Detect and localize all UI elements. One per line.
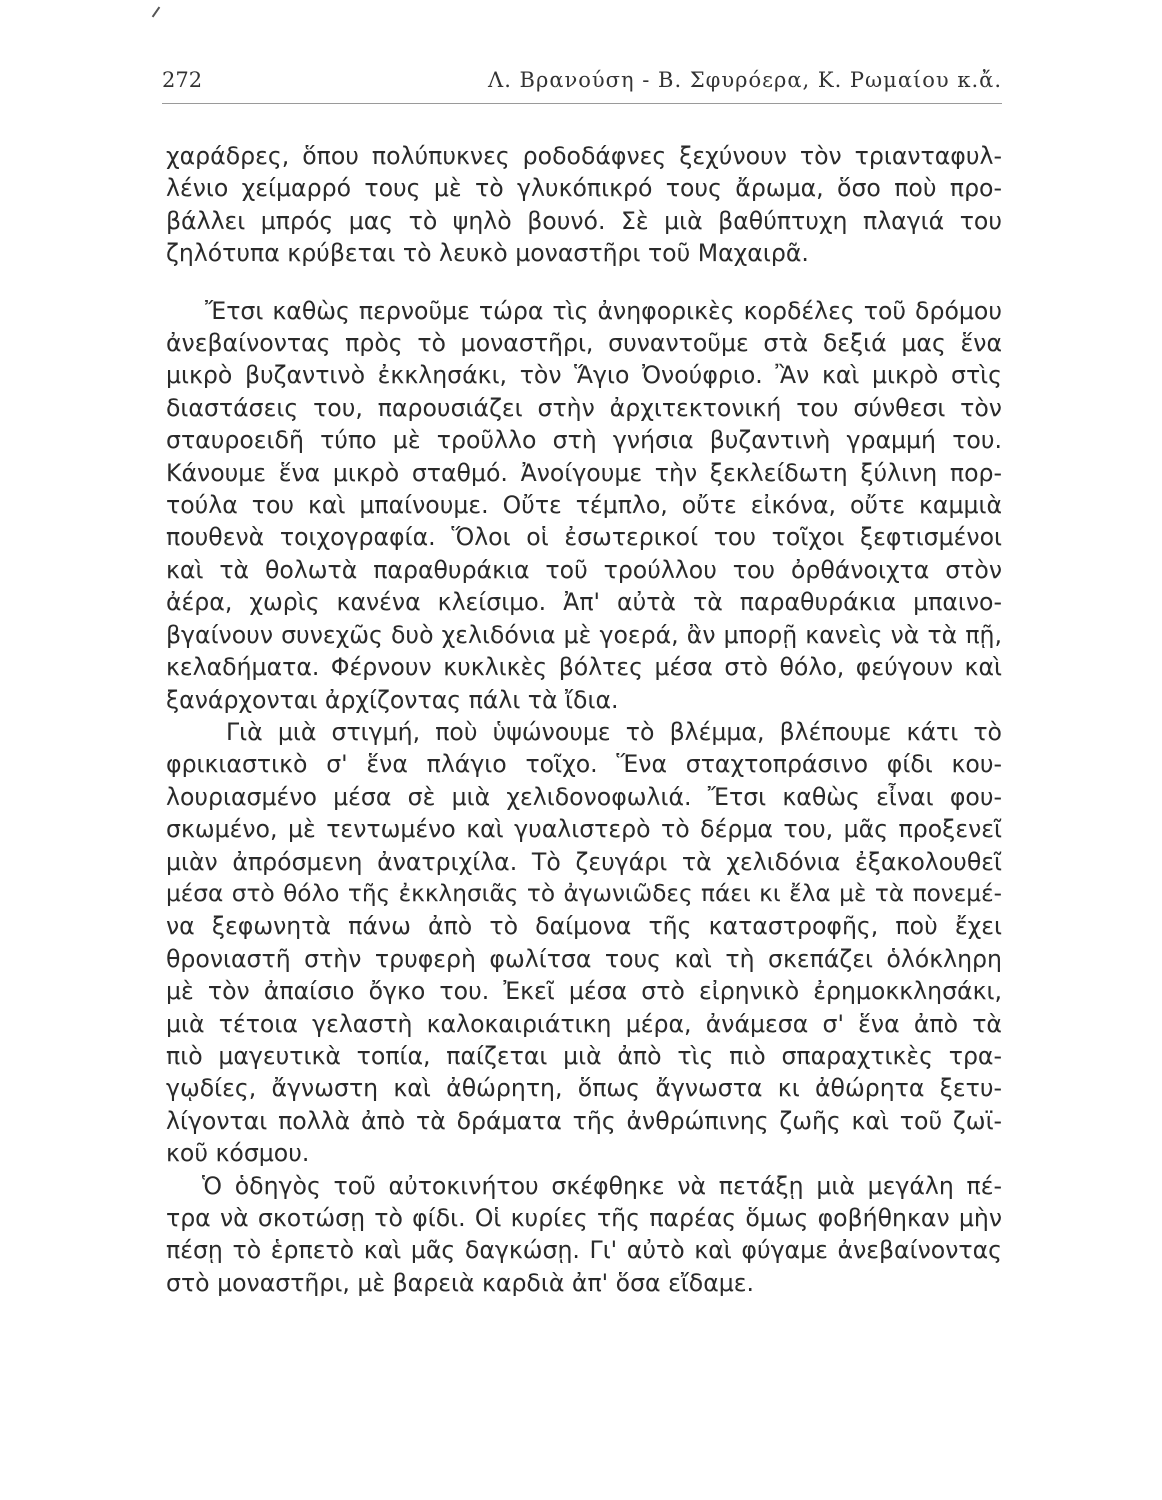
text-line: πουθενὰ τοιχογραφία. Ὅλοι οἱ ἐσωτερικοί του τοῖχοι ξεφτισμένοι (166, 523, 1002, 552)
header-rule (162, 103, 1002, 104)
text-line: τρα νὰ σκοτώσῃ τὸ φίδι. Οἱ κυρίες τῆς παρέας ὅμως φοβήθηκαν μὴν (166, 1204, 1002, 1232)
text-line: τούλα του καὶ μπαίνουμε. Οὔτε τέμπλο, οὔτε εἰκόνα, οὔτε καμμιὰ (166, 491, 1002, 520)
paragraph-gap (166, 270, 1002, 295)
text-line: λίγονται πολλὰ ἀπὸ τὰ δράματα τῆς ἀνθρώπινης ζωῆς καὶ τοῦ ζωϊ- (166, 1106, 1002, 1135)
text-line: ἀνεβαίνοντας πρὸς τὸ μοναστῆρι, συναντοῦμε στὰ δεξιά μας ἕνα (166, 329, 1002, 358)
text-line: σταυροειδῆ τύπο μὲ τροῦλλο στὴ γνήσια βυζαντινὴ γραμμή του. (166, 426, 1002, 455)
scan-pen-mark (152, 7, 161, 18)
text-line: ἀέρα, χωρὶς κανένα κλείσιμο. Ἀπ' αὐτὰ τὰ παραθυράκια μπαινο- (166, 588, 1002, 617)
text-line: μιὰν ἀπρόσμενη ἀνατριχίλα. Τὸ ζευγάρι τὰ χελιδόνια ἐξακολουθεῖ (166, 847, 1002, 876)
text-line: Ἔτσι καθὼς περνοῦμε τώρα τὶς ἀνηφορικὲς κορδέλες τοῦ δρόμου (205, 296, 1002, 325)
text-line: χαράδρες, ὅπου πολύπυκνες ροδοδάφνες ξεχύνουν τὸν τριανταφυλ- (166, 142, 1002, 170)
text-line: θρονιαστῆ στὴν τρυφερὴ φωλίτσα τους καὶ τὴ σκεπάζει ὁλόκληρη (166, 944, 1002, 973)
text-line: σκωμένο, μὲ τεντωμένο καὶ γυαλιστερὸ τὸ δέρμα του, μᾶς προξενεῖ (166, 815, 1002, 844)
text-line: Γιὰ μιὰ στιγμή, ποὺ ὑψώνουμε τὸ βλέμμα, βλέπουμε κάτι τὸ (226, 717, 1002, 746)
text-line: μὲ τὸν ἀπαίσιο ὄγκο του. Ἐκεῖ μέσα στὸ εἰρηνικὸ ἐρημοκκλησάκι, (166, 977, 1002, 1006)
text-line: Κάνουμε ἕνα μικρὸ σταθμό. Ἀνοίγουμε τὴν ξεκλείδωτη ξύλινη πορ- (166, 458, 1002, 487)
text-line: λένιο χείμαρρό τους μὲ τὸ γλυκόπικρό τους ἄρωμα, ὅσο ποὺ προ- (166, 174, 1002, 203)
text-line: λουριασμένο μέσα σὲ μιὰ χελιδονοφωλιά. Ἔτσι καθὼς εἶναι φου- (166, 782, 1002, 811)
text-line: βάλλει μπρός μας τὸ ψηλὸ βουνό. Σὲ μιὰ βαθύπτυχη πλαγιά του (166, 206, 1002, 235)
text-line: διαστάσεις του, παρουσιάζει στὴν ἀρχιτεκτονική του σύνθεσι τὸν (166, 393, 1002, 422)
body-text (166, 140, 1002, 1299)
running-head (162, 68, 1002, 108)
text-line: πιὸ μαγευτικὰ τοπία, παίζεται μιὰ ἀπὸ τὶς πιὸ σπαραχτικὲς τρα- (166, 1041, 1002, 1070)
text-line: κελαδήματα. Φέρνουν κυκλικὲς βόλτες μέσα στὸ θόλο, φεύγουν καὶ (166, 653, 1002, 682)
text-line: Ὁ ὁδηγὸς τοῦ αὐτοκινήτου σκέφθηκε νὰ πετάξῃ μιὰ μεγάλη πέ- (202, 1171, 1002, 1200)
text-line: ζηλότυπα κρύβεται τὸ λευκὸ μοναστῆρι τοῦ Μαχαιρᾶ. (166, 239, 809, 268)
text-line: μιὰ τέτοια γελαστὴ καλοκαιριάτικη μέρα, ἀνάμεσα σ' ἕνα ἀπὸ τὰ (166, 1009, 1002, 1038)
text-line: κοῦ κόσμου. (166, 1139, 310, 1168)
text-line: βγαίνουν συνεχῶς δυὸ χελιδόνια μὲ γοερά, ἂν μπορῇ κανεὶς νὰ τὰ πῇ, (166, 620, 1002, 649)
text-line: να ξεφωνητὰ πάνω ἀπὸ τὸ δαίμονα τῆς καταστροφῆς, ποὺ ἔχει (166, 912, 1002, 941)
text-line: καὶ τὰ θολωτὰ παραθυράκια τοῦ τρούλλου του ὀρθάνοιχτα στὸν (166, 555, 1002, 584)
text-line: πέσῃ τὸ ἑρπετὸ καὶ μᾶς δαγκώσῃ. Γι' αὐτὸ καὶ φύγαμε ἀνεβαίνοντας (166, 1236, 1002, 1265)
text-line: ξανάρχονται ἀρχίζοντας πάλι τὰ ἴδια. (166, 685, 619, 714)
text-line: γῳδίες, ἄγνωστη καὶ ἀθώρητη, ὅπως ἄγνωστα κι ἀθώρητα ξετυ- (166, 1074, 1002, 1103)
text-line: φρικιαστικὸ σ' ἕνα πλάγιο τοῖχο. Ἕνα σταχτοπράσινο φίδι κου- (166, 750, 1002, 779)
page-number: 272 (162, 68, 203, 92)
running-title: Λ. Βρανούση - Β. Σφυρόερα, Κ. Ρωμαίου κ.ἄ. (488, 68, 1002, 92)
text-line: στὸ μοναστῆρι, μὲ βαρειὰ καρδιὰ ἀπ' ὅσα εἴδαμε. (166, 1268, 755, 1297)
text-line: μικρὸ βυζαντινὸ ἐκκλησάκι, τὸν Ἅγιο Ὀνούφριο. Ἂν καὶ μικρὸ στὶς (166, 361, 1002, 390)
text-line: μέσα στὸ θόλο τῆς ἐκκλησιᾶς τὸ ἀγωνιῶδες πάει κι ἔλα μὲ τὰ πονεμέ- (166, 879, 1002, 907)
